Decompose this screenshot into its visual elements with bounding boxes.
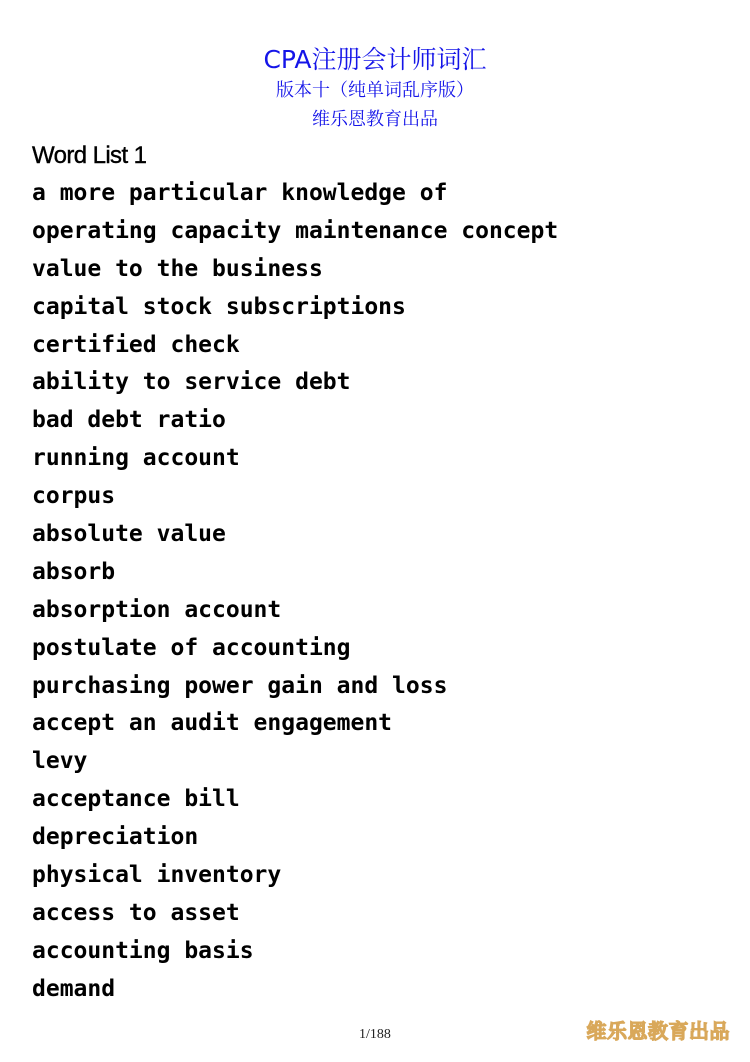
word-item: levy: [32, 748, 88, 775]
document-title: CPA注册会计师词汇: [263, 45, 487, 74]
word-item: ability to service debt: [32, 369, 351, 396]
publisher-line: 维乐恩教育出品: [312, 109, 438, 130]
word-item: certified check: [32, 331, 240, 358]
word-item: absolute value: [32, 521, 226, 548]
word-list: [32, 175, 558, 1009]
word-item: postulate of accounting: [32, 634, 351, 661]
word-list-heading: Word List 1: [32, 142, 147, 169]
word-item: absorption account: [32, 596, 282, 623]
word-item: access to asset: [32, 899, 240, 926]
word-item: depreciation: [32, 824, 199, 851]
page-number: 1/188: [359, 1027, 391, 1042]
word-item: absorb: [32, 558, 116, 585]
word-item: running account: [32, 445, 240, 472]
word-item: physical inventory: [32, 862, 282, 889]
word-item: accept an audit engagement: [32, 710, 393, 737]
word-item: value to the business: [32, 255, 323, 282]
word-item: demand: [32, 975, 116, 1002]
word-item: a more particular knowledge of: [32, 180, 448, 206]
word-item: bad debt ratio: [32, 407, 226, 434]
word-item: accounting basis: [32, 937, 254, 964]
word-item: operating capacity maintenance concept: [32, 217, 559, 244]
word-item: capital stock subscriptions: [32, 293, 406, 320]
word-item: corpus: [32, 483, 116, 510]
word-item: purchasing power gain and loss: [32, 672, 448, 699]
document-subtitle: 版本十（纯单词乱序版）: [276, 80, 474, 101]
word-item: acceptance bill: [32, 786, 240, 813]
watermark-logo: 维乐恩教育出品: [586, 1019, 730, 1043]
